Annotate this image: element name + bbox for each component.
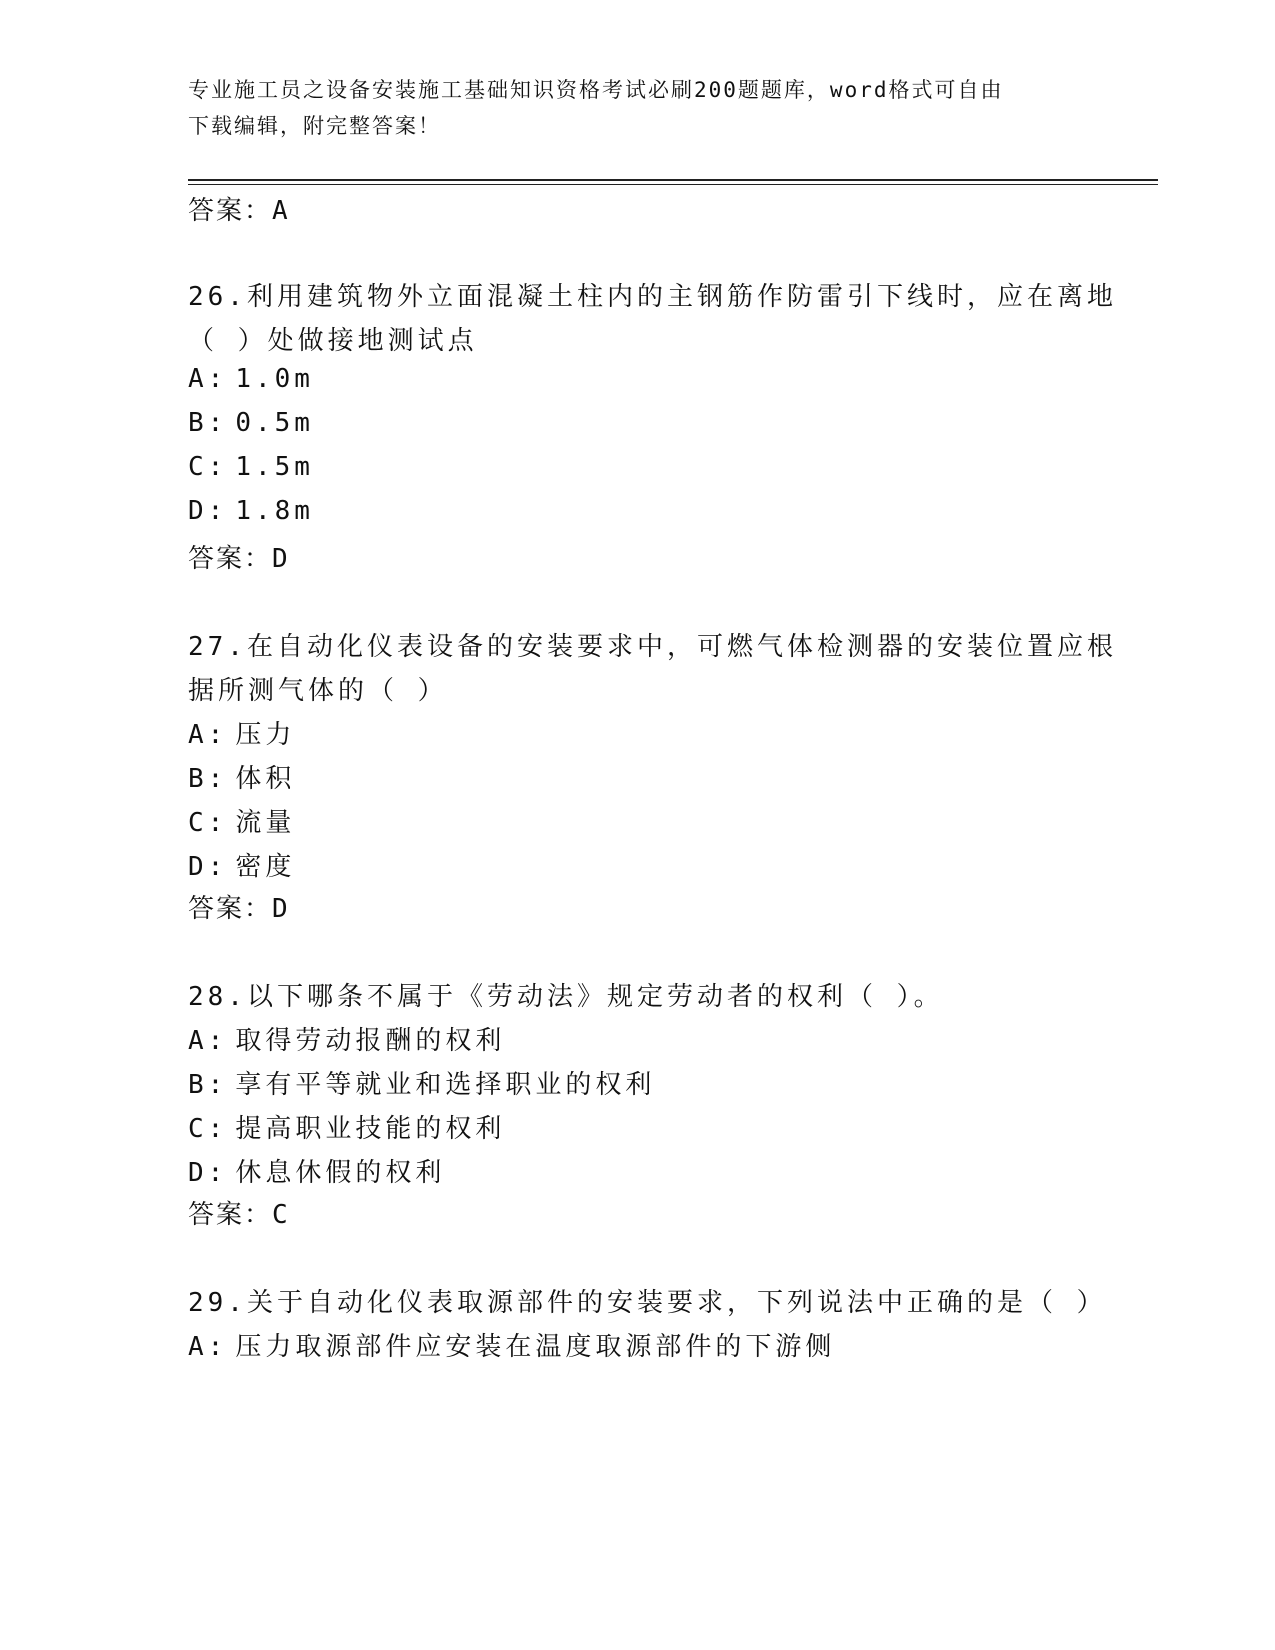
option-label: B:	[188, 764, 228, 794]
question-27-answer	[188, 888, 288, 925]
option-text: 1.0m	[235, 364, 314, 394]
option-text: 取得劳动报酬的权利	[235, 1026, 506, 1056]
answer-line-q25	[188, 190, 288, 227]
question-26-answer	[188, 538, 288, 575]
option-text: 享有平等就业和选择职业的权利	[235, 1070, 656, 1100]
answer-value: C	[272, 1200, 288, 1230]
question-27-option-b	[188, 758, 295, 795]
question-26-option-a	[188, 364, 314, 394]
question-28-option-b	[188, 1064, 655, 1101]
question-26-stem-line-2: （ ）处做接地测试点	[188, 326, 478, 356]
option-text: 0.5m	[235, 408, 314, 438]
option-text: 1.8m	[235, 496, 314, 526]
option-label: D:	[188, 496, 228, 526]
answer-label: 答案：	[188, 544, 273, 574]
option-label: B:	[188, 408, 228, 438]
document-header	[188, 72, 1068, 144]
question-26-stem-line-1: 26.利用建筑物外立面混凝土柱内的主钢筋作防雷引下线时，应在离地	[188, 282, 1117, 312]
option-label: D:	[188, 1158, 228, 1188]
question-26-option-b	[188, 408, 314, 438]
option-label: C:	[188, 452, 228, 482]
question-27-stem-line-1: 27.在自动化仪表设备的安装要求中，可燃气体检测器的安装位置应根	[188, 632, 1117, 662]
answer-label: 答案：	[188, 894, 273, 924]
option-label: C:	[188, 808, 228, 838]
header-divider-thin	[188, 184, 1158, 185]
answer-label: 答案：	[188, 196, 273, 226]
option-text: 体积	[235, 764, 296, 794]
question-26-option-c	[188, 452, 314, 482]
answer-label: 答案：	[188, 1200, 273, 1230]
question-27-option-a	[188, 714, 295, 751]
question-26-option-d	[188, 496, 314, 526]
answer-value: D	[272, 544, 288, 574]
option-label: B:	[188, 1070, 228, 1100]
question-28-option-a	[188, 1020, 505, 1057]
question-27-option-d	[188, 846, 295, 883]
option-text: 密度	[235, 852, 296, 882]
header-line-1: 专业施工员之设备安装施工基础知识资格考试必刷200题题库，word格式可自由	[188, 78, 1004, 102]
option-text: 压力取源部件应安装在温度取源部件的下游侧	[235, 1332, 836, 1362]
header-divider-thick	[188, 179, 1158, 181]
question-28-stem-line-1: 28.以下哪条不属于《劳动法》规定劳动者的权利（ ）。	[188, 982, 944, 1012]
option-label: C:	[188, 1114, 228, 1144]
option-text: 流量	[235, 808, 296, 838]
question-29-stem-line-1: 29.关于自动化仪表取源部件的安装要求，下列说法中正确的是（ ）	[188, 1288, 1107, 1318]
question-29-option-a	[188, 1326, 835, 1363]
option-label: D:	[188, 852, 228, 882]
question-28-option-d	[188, 1152, 445, 1189]
answer-value: D	[272, 894, 288, 924]
option-label: A:	[188, 1026, 228, 1056]
header-line-2: 下载编辑，附完整答案！	[188, 114, 441, 138]
question-28-answer	[188, 1194, 288, 1231]
option-label: A:	[188, 1332, 228, 1362]
option-text: 压力	[235, 720, 296, 750]
option-text: 提高职业技能的权利	[235, 1114, 506, 1144]
question-27-option-c	[188, 802, 295, 839]
option-label: A:	[188, 720, 228, 750]
option-text: 休息休假的权利	[235, 1158, 446, 1188]
answer-value: A	[272, 196, 288, 226]
option-text: 1.5m	[235, 452, 314, 482]
question-28-option-c	[188, 1108, 505, 1145]
option-label: A:	[188, 364, 228, 394]
question-27-stem-line-2: 据所测气体的（ ）	[188, 676, 448, 706]
